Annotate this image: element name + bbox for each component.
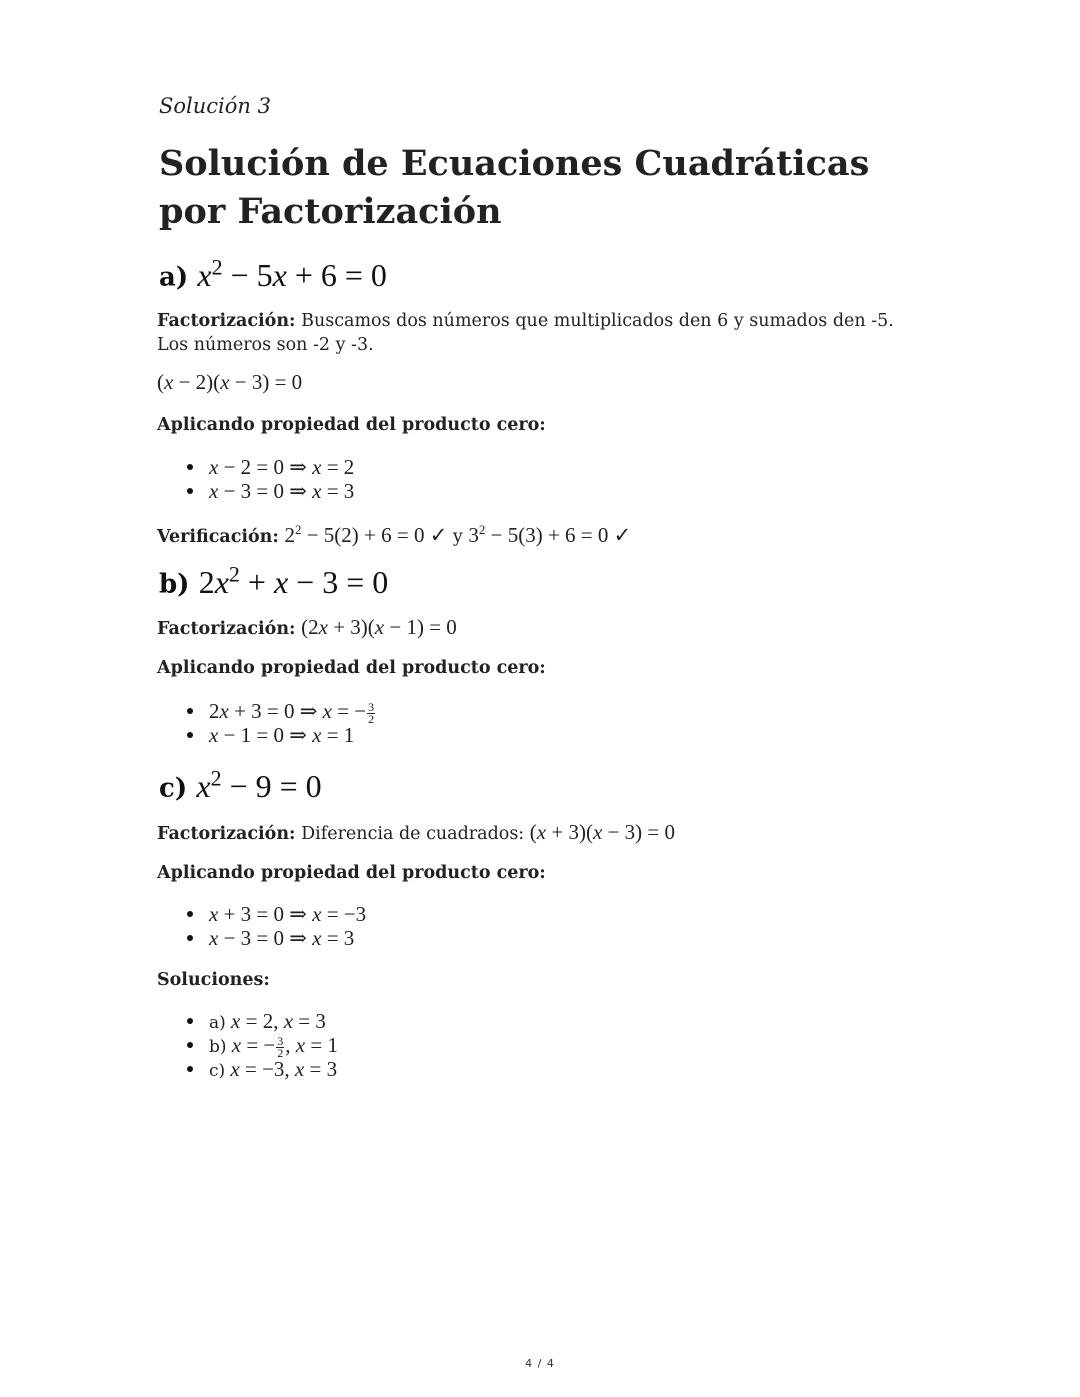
factor-c-paragraph: Factorización: Diferencia de cuadrados: (x + 3)(x − 3) = 0 [157,820,675,844]
list-item: x − 2 = 0 ⇒ x = 2 [186,455,354,479]
list-item: b) x = − $\frac{3}{2}$ , x = 1 [186,1033,338,1057]
page-number: 4 / 4 [525,1357,555,1370]
factor-b-paragraph: Factorización: (2x + 3)(x − 1) = 0 [157,615,457,639]
list-item: a) x = 2, x = 3 [186,1009,338,1033]
zero-b-label: Aplicando propiedad del producto cero: [157,658,546,678]
section-b-heading: b) $2x^2 + x - 3 = 0$ [159,561,389,600]
page-title: Solución de Ecuaciones Cuadráticas por Factorización [159,143,870,232]
roots-b-list [186,699,376,747]
equation-b: $2x^2 + x - 3 = 0$ [198,561,389,600]
list-item: x + 3 = 0 ⇒ x = −3 [186,902,366,926]
list-item: x − 3 = 0 ⇒ x = 3 [186,926,366,950]
roots-c-list [186,902,366,950]
solution-kicker: Solución 3 [159,94,271,118]
solutions-list [186,1009,338,1081]
zero-c-label: Aplicando propiedad del producto cero: [157,863,546,883]
equation-a: $x^2 - 5x + 6 = 0$ [197,254,387,293]
list-item: c) x = −3, x = 3 [186,1057,338,1081]
list-item: 2x + 3 = 0 ⇒ x = − $\frac{3}{2}$ [186,699,376,723]
section-a-heading: a) $x^2 - 5x + 6 = 0$ [159,254,387,293]
list-item: x − 3 = 0 ⇒ x = 3 [186,479,354,503]
factor-a-paragraph-2: Los números son -2 y -3. [157,335,374,355]
equation-c: $x^2 - 9 = 0$ [196,765,322,804]
section-c-heading: c) $x^2 - 9 = 0$ [159,765,322,804]
zero-a-label: Aplicando propiedad del producto cero: [157,415,546,435]
factored-a: (x − 2)(x − 3) = 0 [157,370,303,394]
solutions-label: Soluciones: [157,970,270,990]
roots-a-list [186,455,354,503]
verification-a: Verificación: $2^2 - 5(2) + 6 = 0$ ✓ y $3^2 - 5(3) + 6 = 0$ ✓ [157,522,632,547]
list-item: x − 1 = 0 ⇒ x = 1 [186,723,376,747]
factor-a-paragraph: Factorización: Buscamos dos números que multiplicados den 6 y sumados den -5. [157,311,894,331]
